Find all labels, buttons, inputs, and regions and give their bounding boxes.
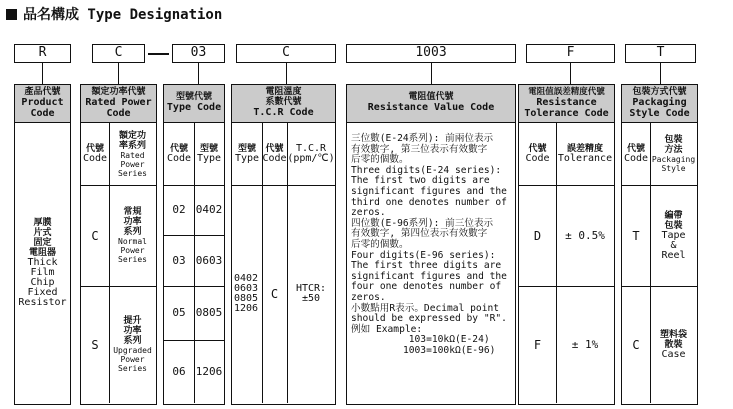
product-code-body [15, 123, 70, 403]
power-code-c: C [91, 228, 99, 243]
sub-header-series [109, 123, 156, 185]
series-line: Power [120, 246, 145, 255]
sub-line: 包裝 [664, 135, 683, 145]
packaging-tape-reel [650, 185, 697, 286]
series-line: 功率 [123, 326, 142, 336]
sub-line: Code [262, 153, 287, 164]
header-line: 電阻溫度 [265, 87, 302, 97]
series-line: 系列 [123, 336, 142, 346]
header-line: Product [21, 97, 64, 108]
square-bullet-icon [6, 9, 17, 20]
code-box-product: R [14, 44, 71, 63]
sub-line: 代號 [85, 144, 104, 154]
sub-line: Code [525, 153, 550, 164]
style-line: 塑料袋 [659, 329, 687, 340]
sub-line: Style [661, 164, 686, 173]
style-line: Case [661, 348, 686, 360]
packaging-code-header [622, 85, 697, 123]
tcr-value-line: ±50 [301, 293, 321, 304]
type-0603: 0603 [195, 253, 223, 267]
body-line: Resistor [18, 297, 67, 308]
sub-line: Series [118, 168, 147, 178]
series-line: Power [120, 355, 145, 364]
connector-line [118, 63, 119, 84]
body-line: Chip [30, 277, 55, 288]
sub-line: 率系列 [118, 140, 146, 151]
series-line: Upgraded [113, 346, 152, 355]
sub-line: Type [234, 153, 260, 164]
header-line: Rated Power [85, 97, 152, 108]
header-line: Code [30, 108, 55, 119]
series-line: 功率 [123, 217, 142, 227]
rated-power-header [81, 85, 156, 123]
tcr-value [287, 185, 335, 403]
connector-line [286, 63, 287, 84]
resistance-code-header [347, 85, 515, 123]
sub-header-code [622, 123, 650, 185]
code-separator-dash [148, 53, 169, 55]
sub-line: 代號 [169, 144, 188, 154]
sub-line: 代號 [265, 144, 284, 154]
style-line: & [670, 239, 677, 251]
sub-line: Power [120, 159, 145, 169]
sub-line: 方法 [664, 145, 683, 155]
tolerance-1: ± 1% [571, 337, 599, 351]
body-line: 固定 [33, 238, 52, 248]
connector-line [570, 63, 571, 84]
header-line: T.C.R Code [253, 107, 314, 118]
code-box-tcr: C [236, 44, 336, 63]
code-box-packaging: T [625, 44, 696, 63]
header-line: 電阻值誤差精度代號 [528, 87, 605, 97]
packaging-case [650, 286, 697, 403]
tolerance-code-d: D [533, 228, 542, 243]
sub-line: Code [623, 153, 649, 164]
product-code-header [15, 85, 70, 123]
tcr-type: 1206 [234, 303, 259, 314]
header-line: 額定功率代號 [91, 87, 146, 97]
type-code-header [164, 85, 224, 123]
tolerance-code-column [518, 84, 615, 405]
sub-line: Packaging [651, 155, 696, 164]
connector-line [198, 63, 199, 84]
series-line: Series [118, 364, 147, 373]
header-line: 包裝方式代號 [632, 87, 687, 97]
type-code-02: 02 [172, 203, 186, 216]
sub-line: 型號 [237, 144, 256, 154]
sub-header-type [232, 123, 262, 185]
style-line: Tape [661, 229, 686, 241]
series-line: Normal [118, 237, 147, 246]
sub-line: Rated [120, 150, 145, 160]
sub-line: T.C.R [295, 143, 327, 154]
type-code-column [163, 84, 225, 405]
style-line: 散裝 [664, 339, 683, 350]
sub-header-tolerance [556, 123, 614, 185]
sub-header-tcr [287, 123, 335, 185]
sub-line: 誤差精度 [566, 144, 603, 154]
sub-line: 代號 [626, 144, 645, 154]
power-code-s: S [91, 337, 99, 352]
tolerance-code-f: F [533, 337, 542, 352]
header-line: 系數代號 [265, 97, 302, 107]
packaging-code-column [621, 84, 698, 405]
tolerance-0-5: ± 0.5% [565, 228, 605, 242]
header-line: Tolerance Code [524, 108, 609, 119]
tcr-code-header [232, 85, 335, 123]
packaging-code-c: C [632, 337, 640, 352]
code-box-type: 03 [172, 44, 225, 63]
body-line: 電阻器 [28, 248, 56, 258]
style-line: Reel [661, 249, 686, 261]
sub-line: Tolerance [557, 153, 613, 164]
header-line: Packaging [632, 97, 687, 108]
header-line: Code [106, 108, 131, 119]
type-0402: 0402 [195, 203, 223, 216]
sub-header-code [81, 123, 109, 185]
series-line: Series [118, 255, 147, 264]
sub-line: (ppm/℃) [287, 153, 335, 164]
tcr-code-column [231, 84, 336, 405]
sub-header-code [519, 123, 556, 185]
header-line: 電阻值代號 [408, 92, 454, 102]
series-line: 常規 [123, 207, 142, 217]
type-code-06: 06 [172, 364, 186, 378]
header-line: Resistance [536, 97, 597, 108]
rated-power-column [80, 84, 157, 405]
code-box-tolerance: F [526, 44, 615, 63]
connector-line [660, 63, 661, 84]
power-series-upgraded [109, 286, 156, 403]
series-line: 系列 [123, 227, 142, 237]
type-code-03: 03 [172, 253, 186, 267]
body-line: Fixed [27, 287, 58, 298]
resistance-code-column [346, 84, 516, 405]
body-line: 片式 [33, 228, 52, 238]
type-code-05: 05 [172, 306, 186, 319]
type-1206: 1206 [195, 364, 223, 378]
code-box-power: C [92, 44, 145, 63]
sub-header-code [262, 123, 287, 185]
header-line: Style Code [629, 108, 690, 119]
sub-header-type [194, 123, 224, 185]
series-line: 提升 [123, 316, 142, 326]
sub-header-style [650, 123, 697, 185]
header-line: Type Code [166, 102, 222, 113]
resistance-description: 三位數(E-24系列): 前兩位表示 有效數字, 第三位表示有效數字 后零的個數。 Three digits(E-24 series): The first two digits are significant figures and the third one denotes number of zeros. 四位數(E-96系列): 前三位表示 有效數字, 第四位表示有效數字 后零的個數。 Four digits(E-96 series): The first three digits are significant figures and the four one denotes number of zeros. 小數點用R表示。Decimal point should be expressed by "R". 例如 Example: 103=10kΩ(E-24) 1003=100kΩ(E-96) [351, 133, 507, 356]
body-line: Film [30, 267, 55, 278]
title-text: 品名構成 Type Designation [23, 7, 223, 23]
style-line: 包裝 [664, 220, 683, 231]
sub-line: Code [166, 153, 192, 164]
product-code-column [14, 84, 71, 405]
tcr-type: 0805 [234, 293, 259, 304]
header-line: 產品代號 [24, 87, 61, 97]
tcr-code-c: C [270, 287, 279, 301]
sub-line: Type [196, 153, 222, 164]
connector-line [42, 63, 43, 84]
sub-line: Code [82, 153, 108, 164]
tolerance-code-header [519, 85, 614, 123]
page-title [6, 4, 222, 24]
packaging-code-t: T [632, 228, 640, 243]
body-line: Thick [27, 257, 58, 268]
tcr-type: 0402 [234, 273, 259, 284]
code-box-resistance: 1003 [346, 44, 516, 63]
body-line: 厚膜 [33, 218, 52, 228]
power-series-normal [109, 185, 156, 286]
tcr-types [232, 185, 262, 403]
tcr-type: 0603 [234, 283, 259, 294]
sub-header-code [164, 123, 194, 185]
header-line: Resistance Value Code [367, 102, 495, 113]
sub-line: 型號 [199, 144, 218, 154]
sub-line: 額定功 [118, 130, 146, 141]
sub-line: 代號 [528, 144, 547, 154]
tcr-value-line: HTCR: [295, 283, 327, 294]
type-0805: 0805 [195, 306, 223, 319]
connector-line [431, 63, 432, 84]
style-line: 編帶 [664, 210, 683, 221]
header-line: 型號代號 [175, 92, 212, 102]
